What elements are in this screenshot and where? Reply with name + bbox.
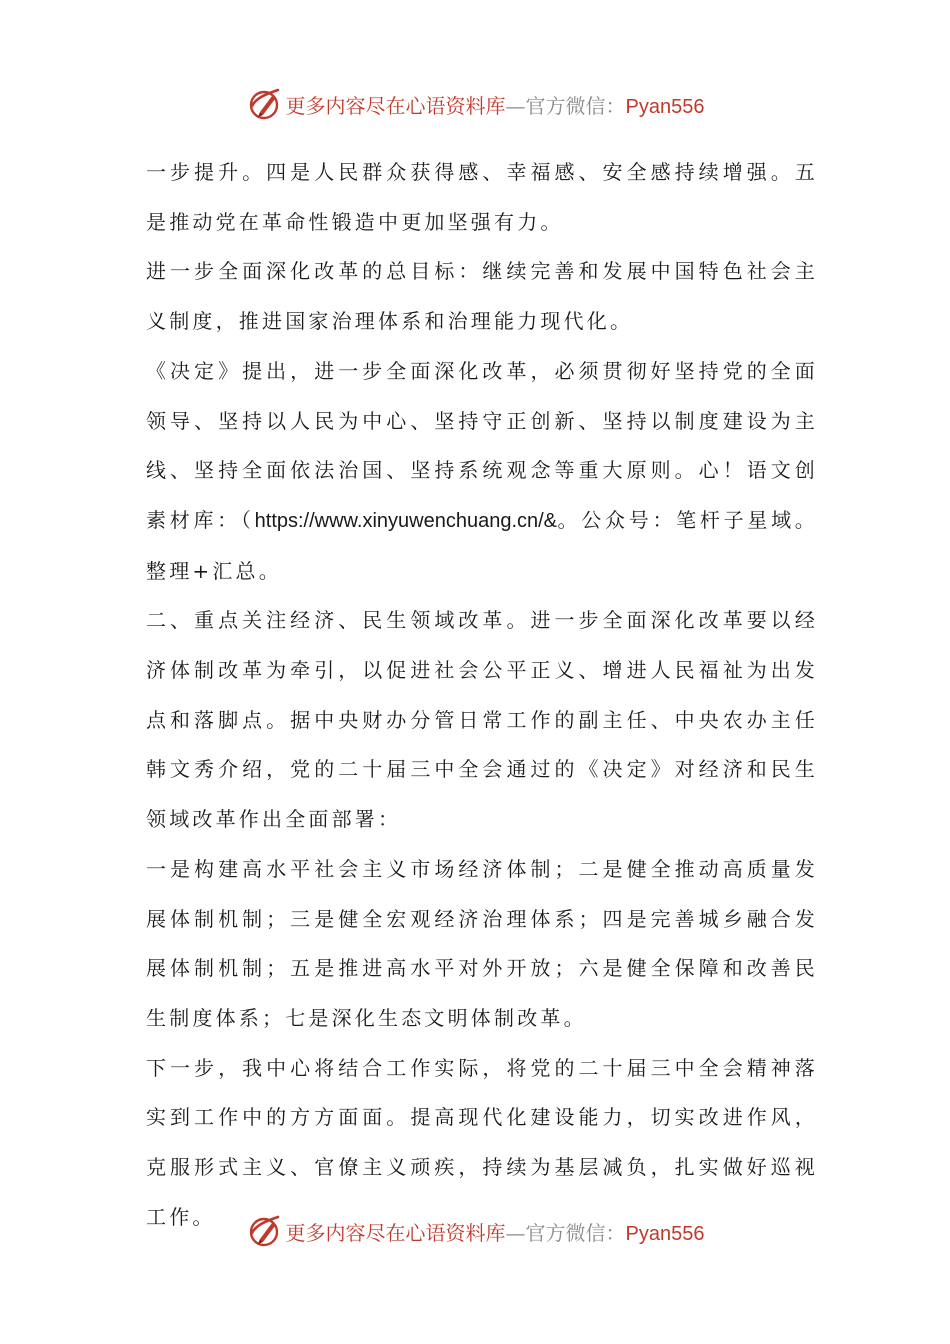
paragraph-5: 一是构建高水平社会主义市场经济体制；二是健全推动高质量发展体制机制；三是健全宏观经济治理体系；四是完善城乡融合发展体制机制；五是推进高水平对外开放；六是健全保障和改善民生制度体系；七是深化生态文明体制改革。	[146, 856, 818, 1030]
wechat-id: Pyan556	[625, 1222, 705, 1245]
header-banner-text: 更多内容尽在心语资料库—官方微信：Pyan556	[285, 93, 705, 118]
footer-banner	[0, 1209, 950, 1253]
header-banner	[0, 82, 950, 126]
paragraph-6: 下一步，我中心将结合工作实际，将党的二十届三中全会精神落实到工作中的方方面面。提高现代化建设能力，切实改进作风，克服形式主义、官僚主义顽疾，持续为基层减负，扎实做好巡视工作。	[146, 1055, 818, 1229]
paragraph-1: 一步提升。四是人民群众获得感、幸福感、安全感持续增强。五是推动党在革命性锻造中更加坚强有力。	[146, 160, 818, 234]
wechat-id: Pyan556	[625, 95, 705, 118]
paragraph-4: 二、重点关注经济、民生领域改革。进一步全面深化改革要以经济体制改革为牵引，以促进社会公平正义、增进人民福祉为出发点和落脚点。据中央财办分管日常工作的副主任、中央农办主任韩文秀介绍，党的二十届三中全会通过的《决定》对经济和民生领域改革作出全面部署：	[146, 608, 818, 832]
paragraph-3: 《决定》提出，进一步全面深化改革，必须贯彻好坚持党的全面领导、坚持以人民为中心、坚持守正创新、坚持以制度建设为主线、坚持全面依法治国、坚持系统观念等重大原则。心！语文创素材库：（https://www.xinyuwenchuang.cn/&。公众号：笔杆子星域。整理+汇总。	[146, 358, 819, 583]
pen-logo-icon	[246, 1213, 282, 1249]
document-body	[146, 148, 818, 1242]
source-url: https://www.xinyuwenchuang.cn/&	[254, 509, 558, 532]
paragraph-2: 进一步全面深化改革的总目标：继续完善和发展中国特色社会主义制度，推进国家治理体系和治理能力现代化。	[146, 259, 818, 334]
pen-logo-icon	[246, 86, 282, 122]
footer-banner-text: 更多内容尽在心语资料库—官方微信：Pyan556	[285, 1220, 705, 1245]
